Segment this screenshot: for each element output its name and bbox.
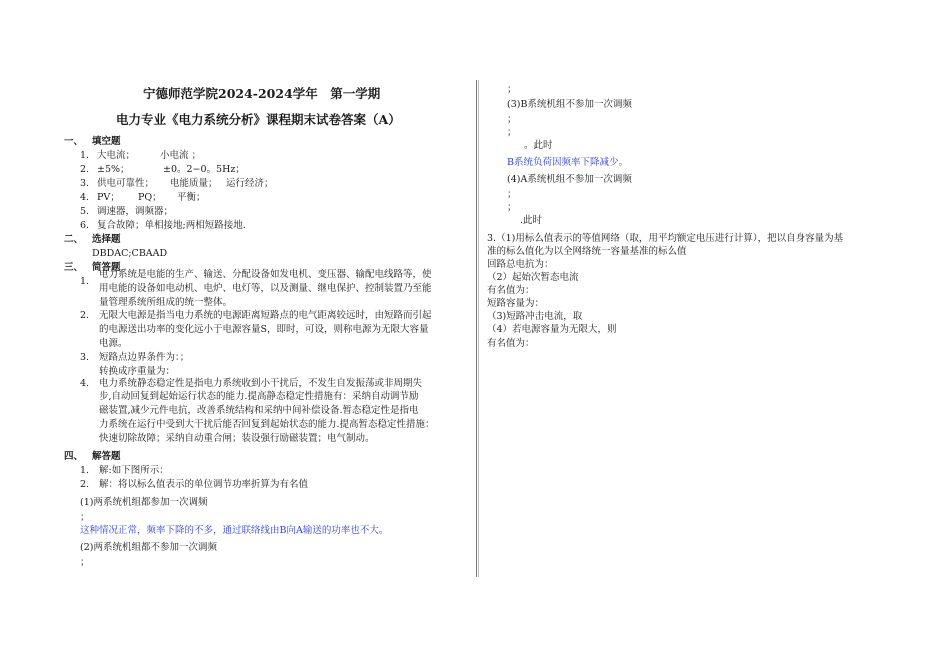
- paragraph-line: （3)短路冲击电流，取: [487, 311, 583, 322]
- case-heading: (1)两系统机组都参加一次调频: [80, 497, 208, 508]
- answer-text: 解：将以标么值表示的单位调节功率折算为有名值: [99, 479, 309, 490]
- paragraph-line: 快速切除故障；采纳自动重合闸；装设强行励磁装置；电气制动。: [99, 433, 375, 444]
- formula-placeholder: ；: [507, 189, 517, 200]
- section-heading: 填空题: [92, 136, 121, 147]
- formula-placeholder: ；: [507, 84, 517, 95]
- paragraph-line: （2）起始次暂态电流: [487, 272, 579, 283]
- formula-placeholder: ；: [507, 114, 517, 125]
- item-number: 5.: [80, 206, 90, 217]
- answer-text: PV；: [97, 192, 120, 203]
- answer-text: 小电流 ；: [160, 150, 202, 161]
- paragraph-line: 无限大电源是指当电力系统的电源距离短路点的电气距离较远时，由短路而引起: [99, 310, 432, 321]
- section-number: 二、: [64, 234, 84, 245]
- item-number: 4.: [80, 192, 90, 203]
- answer-text: 复合故障；单相接地;两相短路接地.: [97, 220, 246, 231]
- answer-text: 。此时: [524, 140, 553, 151]
- page-title: 宁德师范学院2024-2024学年 第一学期: [143, 86, 381, 101]
- item-number: 2.: [80, 479, 90, 490]
- highlight-text: B系统负荷因频率下降减少。: [507, 157, 628, 168]
- item-number: 3.: [80, 178, 90, 189]
- formula-placeholder: ；: [507, 202, 517, 213]
- answer-text: 电能质量；: [170, 178, 218, 189]
- item-number: 2.: [80, 310, 90, 321]
- item-number: 1.: [80, 465, 90, 476]
- paragraph-line: 用电能的设备如电动机、电炉、电灯等，以及测量、继电保护、控制装置乃至能: [99, 283, 432, 294]
- paragraph-line: 3.（1)用标么值表示的等值网络（取，用平均额定电压进行计算），把以自身容量为基: [487, 233, 844, 244]
- formula-placeholder: ；: [80, 557, 90, 568]
- section-heading: 解答题: [92, 451, 121, 462]
- section-number: 三、: [64, 262, 84, 273]
- paragraph-line: 电源。: [99, 338, 128, 349]
- section-number: 一、: [64, 136, 84, 147]
- answer-text: ±0。2−0。5Hz；: [163, 164, 245, 175]
- case-heading: (3)B系统机组不参加一次调频: [507, 99, 632, 110]
- item-number: 3.: [80, 352, 90, 363]
- page-subtitle: 电力专业《电力系统分析》课程期末试卷答案（A）: [116, 112, 401, 127]
- item-number: 1.: [80, 150, 90, 161]
- case-heading: (4)A系统机组不参加一次调频: [507, 174, 632, 185]
- paragraph-line: 步,自动回复到起始运行状态的能力.提高静态稳定性措施有：采纳自动调节励: [99, 391, 419, 402]
- paragraph-line: 的电源送出功率的变化远小于电源容量S，即时，可设，则称电源为无限大容量: [99, 324, 429, 335]
- paragraph-line: 电力系统是电能的生产、输送、分配设备如发电机、变压器、输配电线路等，使: [99, 269, 432, 280]
- item-number: 4.: [80, 378, 90, 389]
- paragraph-line: 准的标么值化为以全网络统一容量基准的标么值: [487, 246, 687, 257]
- paragraph-line: 有名值为：: [487, 285, 535, 296]
- answer-text: .此时: [520, 215, 543, 226]
- paragraph-line: 力系统在运行中受到大干扰后能否回复到起始状态的能力.提高暂态稳定性措施：: [99, 419, 435, 430]
- paragraph-line: 短路容量为：: [487, 298, 545, 309]
- paragraph-line: 短路点边界条件为：；: [99, 352, 190, 363]
- answer-text: 调速器，调频器；: [97, 206, 174, 217]
- section-heading: 选择题: [92, 234, 121, 245]
- paragraph-line: 磁装置,减少元件电抗，改善系统结构和采纳中间补偿设备.暂态稳定性是指电: [99, 405, 419, 416]
- column-divider: [476, 80, 477, 577]
- item-number: 1.: [80, 276, 90, 287]
- section-number: 四、: [64, 451, 84, 462]
- item-number: 6.: [80, 220, 90, 231]
- paragraph-line: 电力系统静态稳定性是指电力系统收到小干扰后，不发生自发振荡或非周期失: [99, 378, 423, 389]
- section-heading: 简答题: [92, 262, 121, 273]
- item-number: 2.: [80, 164, 90, 175]
- answer-text: 运行经济；: [226, 178, 274, 189]
- formula-placeholder: ；: [507, 127, 517, 138]
- column-divider: [478, 80, 479, 577]
- answer-text: 解:如下图所示：: [99, 465, 169, 476]
- paragraph-line: 量管理系统所组成的统一整体。: [99, 297, 233, 308]
- answer-text: ±5%；: [97, 164, 130, 175]
- paragraph-line: 回路总电抗为：: [487, 259, 554, 270]
- formula-placeholder: ；: [80, 512, 90, 523]
- answer-text: PQ；: [138, 192, 162, 203]
- paragraph-line: 转换成序重量为：: [99, 366, 176, 377]
- paragraph-line: 有名值为：: [487, 338, 535, 349]
- answer-text: 大电流；: [97, 150, 136, 161]
- answer-text: 供电可靠性；: [97, 178, 155, 189]
- answer-text: DBDAC;CBAAD: [92, 248, 168, 259]
- paragraph-line: （4）若电源容量为无限大，则: [487, 324, 617, 335]
- highlight-text: 这种情况正常，频率下降的不多，通过联络线由B向A输送的功率也不大。: [80, 525, 389, 536]
- case-heading: (2)两系统机组都不参加一次调频: [80, 542, 217, 553]
- answer-text: 平衡；: [177, 192, 206, 203]
